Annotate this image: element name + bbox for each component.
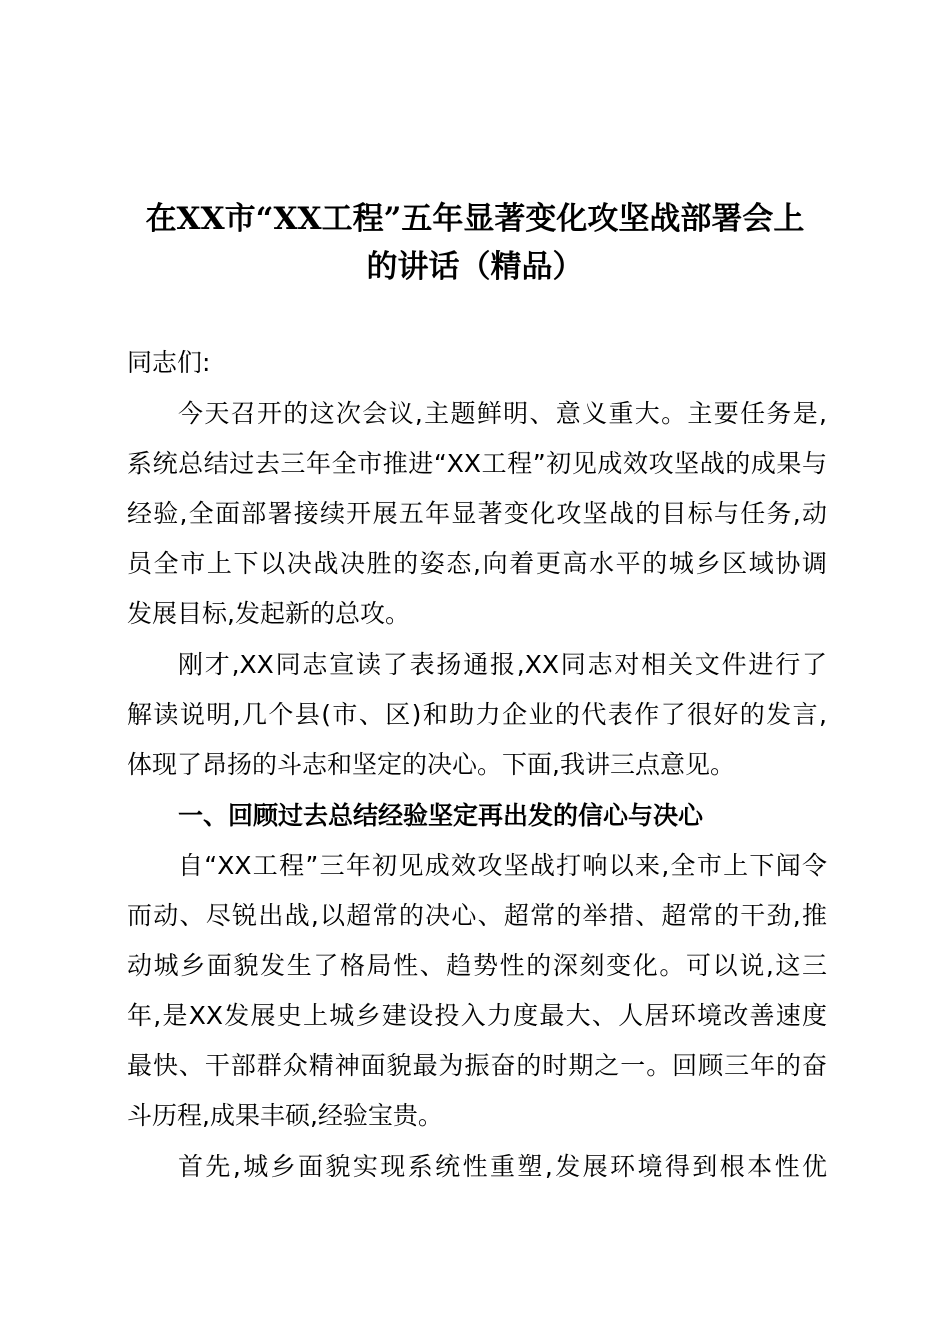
paragraph-3-line-4: 年,是XX发展史上城乡建设投入力度最大、人居环境改善速度 — [127, 1001, 827, 1030]
section-heading-1: 一、回顾过去总结经验坚定再出发的信心与决心 — [178, 801, 704, 830]
paragraph-2-line-1: 刚才,XX同志宣读了表扬通报,XX同志对相关文件进行了 — [178, 650, 827, 679]
document-title-line-1: 在XX市“XX工程”五年显著变化攻坚战部署会上 — [145, 201, 805, 237]
paragraph-2-line-3: 体现了昂扬的斗志和坚定的决心。下面,我讲三点意见。 — [127, 750, 735, 779]
paragraph-1-line-3: 经验,全面部署接续开展五年显著变化攻坚战的目标与任务,动 — [127, 499, 827, 528]
paragraph-3-line-1: 自“XX工程”三年初见成效攻坚战打响以来,全市上下闻令 — [178, 851, 827, 880]
paragraph-3-line-6: 斗历程,成果丰硕,经验宝贵。 — [127, 1101, 443, 1130]
salutation: 同志们: — [127, 348, 211, 377]
paragraph-4-line-1: 首先,城乡面貌实现系统性重塑,发展环境得到根本性优 — [178, 1152, 827, 1181]
paragraph-1-line-2: 系统总结过去三年全市推进“XX工程”初见成效攻坚战的成果与 — [127, 449, 827, 478]
paragraph-1-line-1: 今天召开的这次会议,主题鲜明、意义重大。主要任务是, — [178, 399, 827, 428]
paragraph-1-line-5: 发展目标,发起新的总攻。 — [127, 599, 410, 628]
document-title-line-2: 的讲话（精品） — [366, 249, 584, 285]
paragraph-3-line-3: 动城乡面貌发生了格局性、趋势性的深刻变化。可以说,这三 — [127, 951, 827, 980]
paragraph-1-line-4: 员全市上下以决战决胜的姿态,向着更高水平的城乡区域协调 — [127, 549, 827, 578]
paragraph-2-line-2: 解读说明,几个县(市、区)和助力企业的代表作了很好的发言, — [127, 700, 827, 729]
paragraph-3-line-2: 而动、尽锐出战,以超常的决心、超常的举措、超常的干劲,推 — [127, 901, 827, 930]
paragraph-3-line-5: 最快、干部群众精神面貌最为振奋的时期之一。回顾三年的奋 — [127, 1051, 827, 1080]
